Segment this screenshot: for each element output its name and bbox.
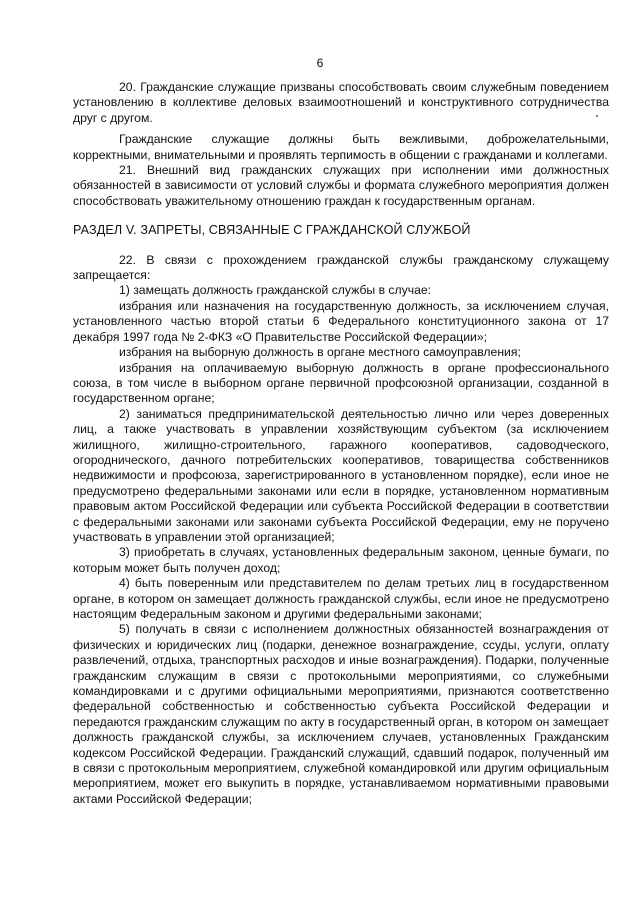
list-item-5: 5) получать в связи с исполнением должностных обязанностей вознаграждения от физических и юридических лиц (подарки, денежное вознаграждение, ссуды, услуги, оплату развлечений, отдыха, транспортных расходов и иные вознаграждения). Подарки, полученные гражданским служащим в связи с протокольными мероприятиями, со служебными командировками и с другими официальными мероприятиями, признаются соответственно федеральной собственностью и собственностью субъекта Российской Федерации и передаются гражданским служащим по акту в государственный орган, в котором он замещает должность гражданской службы, за исключением случаев, установленных Гражданским кодексом Российской Федерации. Гражданский служащий, сдавший подарок, полученный им в связи с протокольным мероприятием, служебной командировкой или другим официальным мероприятием, может его выкупить в порядке, устанавливаемом нормативными правовыми актами Российской Федерации; [73,622,609,806]
list-item-2: 2) заниматься предпринимательской деятельностью лично или через доверенных лиц, а также участвовать в управлении хозяйствующим субъектом (за исключением жилищного, жилищно-строительного, гаражного кооперативов, садоводческого, огороднического, дачного потребительских кооперативов, товарищества собственников недвижимости и профсоюза, зарегистрированного в установленном порядке), если иное не предусмотрено федеральными законами или если в порядке, установленном нормативным правовым актом Российской Федерации или субъекта Российской Федерации в соответствии с федеральными законами или законами субъекта Российской Федерации, ему не поручено участвовать в управлении этой организацией; [73,406,609,544]
page-number: 6 [316,56,324,70]
paragraph-20: 20. Гражданские служащие призваны способствовать своим служебным поведением установлению в коллективе деловых взаимоотношений и конструктивного сотрудничества друг с другом. [73,80,609,125]
paragraph-20-continuation: Гражданские служащие должны быть вежливыми, доброжелательными, корректными, внимательными и проявлять терпимость в общении с гражданами и коллегами. [73,132,609,162]
section-heading: РАЗДЕЛ V. ЗАПРЕТЫ, СВЯЗАННЫЕ С ГРАЖДАНСКОЙ СЛУЖБОЙ [73,223,471,238]
document-body [73,80,609,807]
list-item-1-case-c: избрания на оплачиваемую выборную должность в органе профессионального союза, в том числе в выборном органе первичной профсоюзной организации, созданной в государственном органе; [73,360,609,406]
paragraph-21: 21. Внешний вид гражданских служащих при исполнении ими должностных обязанностей в зависимости от условий службы и формата служебного мероприятия должен способствовать уважительному отношению граждан к государственным органам. [73,163,609,208]
list-item-1: 1) замещать должность гражданской службы в случае: [119,283,432,298]
list-item-1-case-b: избрания на выборную должность в органе местного самоуправления; [119,345,521,360]
list-item-4: 4) быть поверенным или представителем по делам третьих лиц в государственном органе, в котором он замещает должность гражданской службы, если иное не предусмотрено настоящим Федеральным законом и другими федеральными законами; [73,576,609,621]
list-item-3: 3) приобретать в случаях, установленных федеральным законом, ценные бумаги, по которым может быть получен доход; [73,545,609,575]
paragraph-22: 22. В связи с прохождением гражданской службы гражданскому служащему запрещается: [73,252,609,283]
list-item-1-case-a: избрания или назначения на государственную должность, за исключением случая, установленного частью второй статьи 6 Федерального конституционного закона от 17 декабря 1997 года № 2-ФКЗ «О Правительстве Российской Федерации»; [73,298,609,344]
